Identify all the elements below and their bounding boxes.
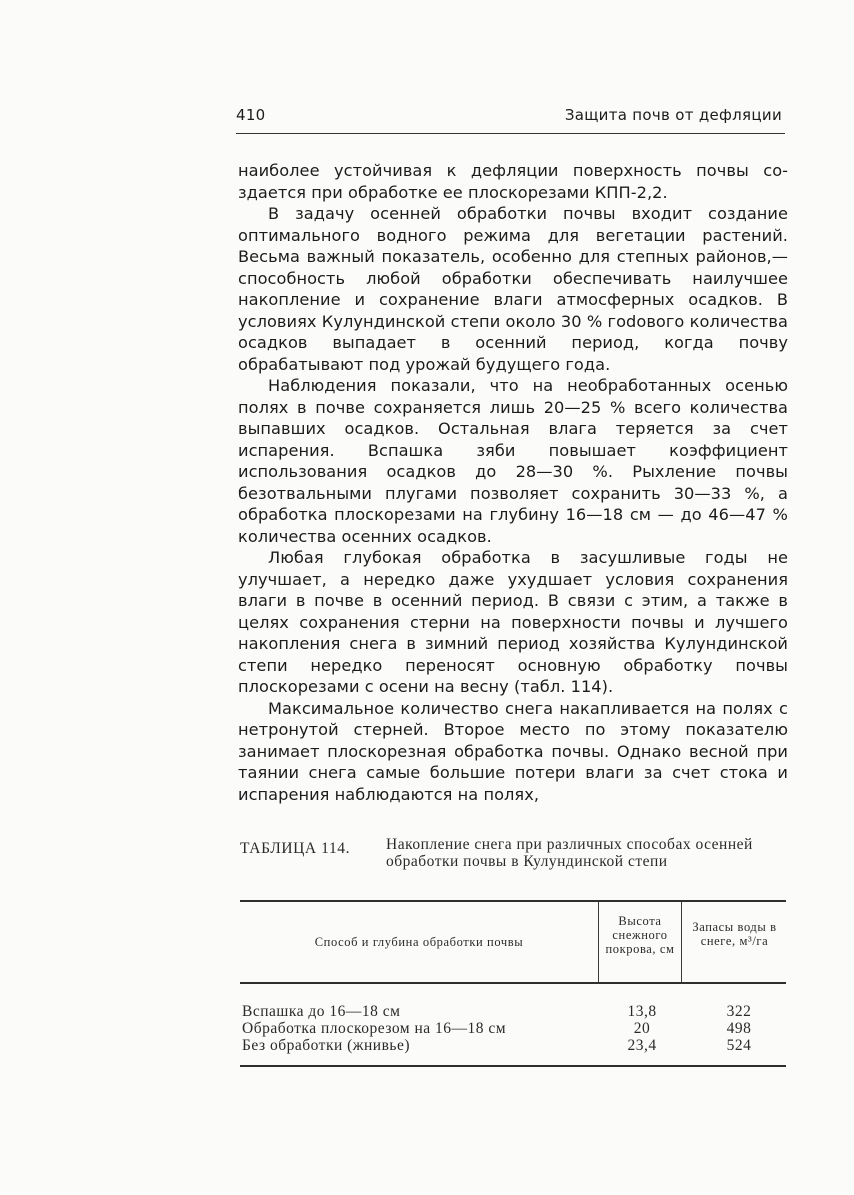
paragraph: Максимальное количество снега накапливается на полях с нетронутой стерней. Второе место по этому показателю занимает плоскорезная обработка почвы. Однако весной при таянии снега самые большие потери влаги за счет стока и испарения наблюдаются на полях, [238,698,788,804]
cell-method: Без обработки (жнивье) [242,1037,411,1054]
column-header-water-reserves: Запасы воды в снеге, м³/га [692,920,777,948]
paragraph: Наблюдения показали, что на необработанных осенью полях в почве сохраняется лишь 20—25 % всего количества выпавших осадков. Остальная влага теряется за счет испарения. Вспашка зяби повышает коэффициент использования осадков до 28—30 %. Рыхление почвы безотвальными плугами позволяет сохранить 30—33 %, а обработка плоскорезами на глубину 16—18 см — до 46—47 % количества осенних осадков. [238,376,788,546]
cell-method: Обработка плоскорезом на 16—18 см [242,1020,507,1037]
cell-snow-depth: 20 [633,1020,651,1037]
paragraph: наиболее устойчивая к дефляции поверхность почвы создается при обработке ее плоскорезами КПП-2,2. [238,161,788,202]
cell-water-reserves: 524 [726,1037,752,1054]
running-head [236,104,786,130]
table-row [240,1037,786,1055]
table-top-rule [240,900,786,902]
table-header-rule [240,982,786,984]
table-row [240,1020,786,1038]
page-number: 410 [236,106,266,124]
body-text [238,160,788,805]
header-rule [236,133,785,134]
column-divider [598,902,599,982]
cell-water-reserves: 322 [726,1003,752,1020]
column-divider [681,902,682,982]
column-header-method: Способ и глубина обработки почвы [314,935,524,949]
cell-snow-depth: 13,8 [627,1003,657,1020]
cell-method: Вспашка до 16—18 см [242,1003,401,1020]
cell-water-reserves: 498 [726,1020,752,1037]
running-title: Защита почв от дефляции [564,106,782,124]
paragraph: В задачу осенней обработки почвы входит создание оптимального водного режима для вегетации растений. Весьма важный показатель, особенно для степных районов,— способность любой обработки обеспечивать наилучшее накопление и сохранение влаги атмосферных осадков. В условиях Кулундинской степи около 30 % гоdового количества осадков выпадает в осенний период, когда почву обрабатывают под урожай будущего года. [238,204,788,374]
table-title: Накопление снега при различных способах осенней обработки почвы в Кулундинской степи [386,836,753,870]
column-header-snow-depth: Высота снежного покрова, см [605,914,675,956]
cell-snow-depth: 23,4 [627,1037,657,1054]
table-label: ТАБЛИЦА 114. [240,840,351,857]
paragraph: Любая глубокая обработка в засушливые годы не улучшает, а нередко даже ухудшает условия сохранения влаги в почве в осенний период. В связи с этим, а также в целях сохранения стерни на поверхности почвы и лучшего накопления снега в зимний период хозяйства Кулундинской степи нередко переносят основную обработку почвы плоскорезами с осени на весну (табл. 114). [238,548,788,696]
table-bottom-rule [240,1065,786,1067]
table-row [240,1003,786,1021]
